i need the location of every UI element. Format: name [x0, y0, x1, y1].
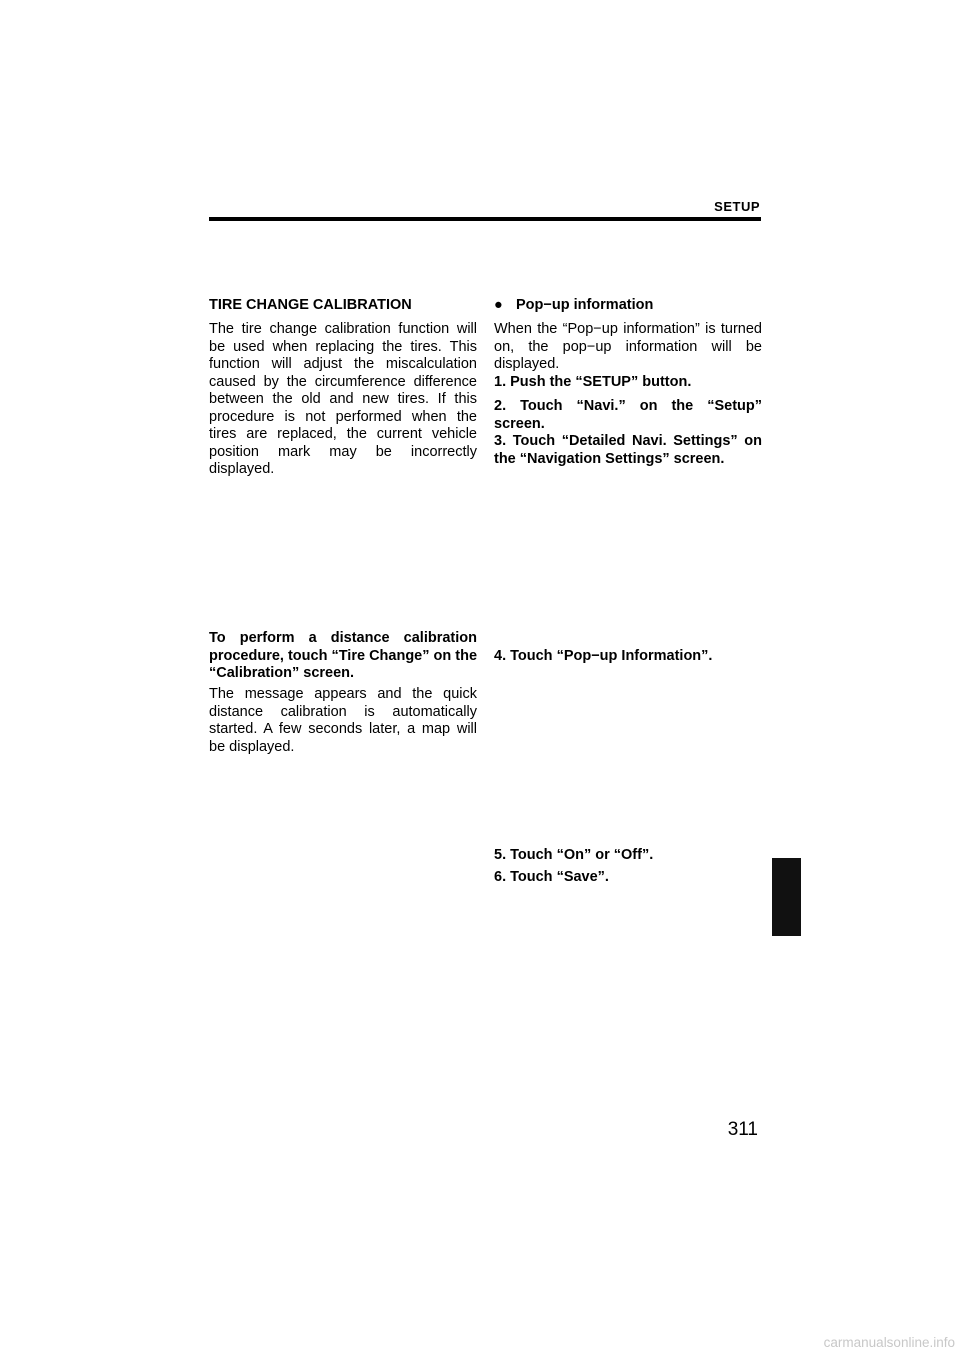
- popup-info-heading-text: Pop−up information: [516, 297, 654, 313]
- bullet-icon: ●: [494, 297, 503, 313]
- tire-change-body: [209, 321, 477, 479]
- step-4-text: 4. Touch “Pop−up Information”.: [494, 648, 713, 664]
- popup-info-body: [494, 321, 762, 374]
- popup-info-heading: [494, 297, 762, 315]
- header-rule: [209, 217, 761, 221]
- calibration-body-text: The message appears and the quick distance calibration is automatically started. A few seconds later, a map will be displayed.: [209, 686, 477, 755]
- page-number: 311: [727, 1119, 758, 1140]
- step-2-text: 2. Touch “Navi.” on the “Setup” screen.: [494, 398, 762, 432]
- calibration-body: [209, 686, 477, 756]
- step-1-text: 1. Push the “SETUP” button.: [494, 374, 692, 390]
- step-6-text: 6. Touch “Save”.: [494, 869, 609, 885]
- step-2: [494, 398, 762, 433]
- step-3: [494, 433, 762, 468]
- step-5-text: 5. Touch “On” or “Off”.: [494, 847, 654, 863]
- chapter-tab: [772, 858, 801, 936]
- section-header: SETUP: [714, 199, 760, 214]
- calibration-instruction: [209, 630, 477, 683]
- step-1: [494, 374, 762, 392]
- tire-change-heading: TIRE CHANGE CALIBRATION: [209, 297, 412, 313]
- step-3-text: 3. Touch “Detailed Navi. Settings” on the “Navigation Settings” screen.: [494, 433, 762, 467]
- watermark: carmanualsonline.info: [823, 1335, 955, 1350]
- step-6: [494, 869, 762, 887]
- step-4: [494, 648, 762, 666]
- step-5: [494, 847, 762, 865]
- popup-info-body-text: When the “Pop−up information” is turned on, the pop−up information will be displayed.: [494, 321, 762, 372]
- calibration-instruction-text: To perform a distance calibration procedure, touch “Tire Change” on the “Calibration” screen.: [209, 630, 478, 681]
- tire-change-body-text: The tire change calibration function will be used when replacing the tires. This function will adjust the miscalculation caused by the circumference difference between the old and new tires. If this procedure is not performed when the tires are replaced, the current vehicle position mark may be incorrectly displayed.: [209, 321, 477, 477]
